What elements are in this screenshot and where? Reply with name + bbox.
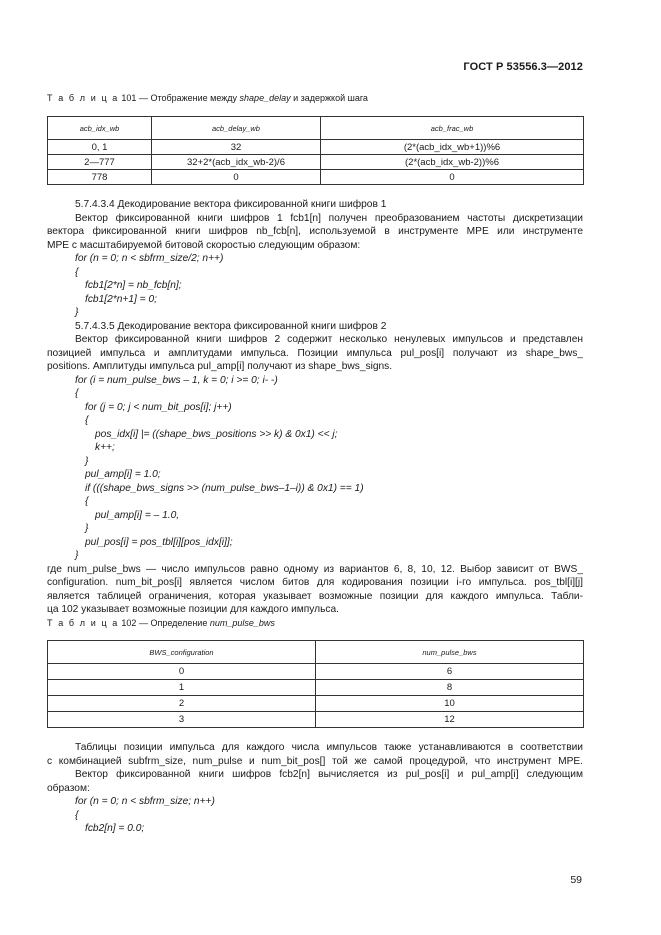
code-line: for (i = num_pulse_bws – 1, k = 0; i >= 0; i- -)	[75, 374, 278, 386]
code-line: }	[85, 523, 89, 534]
table-row	[48, 140, 584, 155]
table-cell: 1	[48, 680, 316, 696]
paragraph-line: является таблицей ограничения, которая указывает возможные позиции для каждого импульса. Табли-	[47, 590, 583, 602]
paragraph-line: где num_pulse_bws — число импульсов равно одному из вариантов 6, 8, 10, 12. Выбор зависит от BWS_	[47, 563, 583, 575]
code-line: pos_idx[i] |= ((shape_bws_positions >> k) & 0x1) << j;	[95, 428, 338, 440]
table-cell: 2—777	[48, 155, 152, 170]
table-101-caption	[47, 93, 368, 103]
caption-prefix: Т а б л и ц а	[47, 93, 119, 103]
code-line: }	[85, 455, 89, 467]
paragraph-line: configuration. num_bit_pos[i] является числом битов для кодирования позиции i-го импульса. pos_tbl[i][j]	[47, 577, 583, 588]
col-header: BWS_configuration	[48, 641, 316, 664]
table-cell: (2*(acb_idx_wb-2))%6	[321, 155, 584, 170]
code-line: }	[75, 550, 79, 561]
col-header: acb_frac_wb	[321, 117, 584, 140]
col-header: acb_delay_wb	[152, 117, 321, 140]
table-cell: 6	[316, 664, 584, 680]
caption-number: 102 — Определение	[121, 618, 208, 628]
paragraph-line: позицией импульса и амплитудами импульса. Позиции импульса pul_pos[i] получают из shape_bws_	[47, 347, 583, 359]
code-line: fcb1[2*n] = nb_fcb[n];	[85, 280, 182, 291]
table-102	[47, 640, 584, 728]
section-heading: 5.7.4.3.5 Декодирование вектора фиксированной книги шифров 2	[75, 320, 387, 332]
table-header-row	[48, 641, 584, 664]
table-102-caption	[47, 618, 275, 628]
code-line: fcb2[n] = 0.0;	[85, 823, 145, 834]
table-cell: 12	[316, 712, 584, 728]
body-text-2	[47, 741, 583, 836]
paragraph-line: MPE с масштабируемой битовой скоростью следующим образом:	[47, 239, 361, 251]
caption-var: shape_delay	[239, 93, 291, 103]
paragraph-line: positions. Амплитуды импульса pul_amp[i] получают из shape_bws_signs.	[47, 361, 393, 372]
table-cell: (2*(acb_idx_wb+1))%6	[321, 140, 584, 155]
table-cell: 0, 1	[48, 140, 152, 155]
code-line: pul_amp[i] = 1.0;	[85, 469, 161, 480]
table-cell: 778	[48, 170, 152, 185]
table-cell: 0	[321, 170, 584, 185]
code-line: }	[75, 307, 79, 318]
table-101	[47, 116, 584, 185]
table-row	[48, 712, 584, 728]
paragraph-line: вектора фиксированной книги шифров nb_fcb[n], используемой в инструменте MPE или инструменте	[47, 226, 583, 237]
table-row	[48, 696, 584, 712]
table-row	[48, 155, 584, 170]
table-cell: 3	[48, 712, 316, 728]
paragraph-line: образом:	[47, 782, 90, 794]
code-line: {	[75, 266, 79, 278]
paragraph-line: Таблицы позиции импульса для каждого числа импульсов также устанавливаются в соответствии	[75, 742, 583, 753]
col-header: num_pulse_bws	[316, 641, 584, 664]
paragraph-line: с комбинацией subfrm_size, num_pulse и num_bit_pos[] той же самой процедурой, что инструмент MPE.	[47, 755, 583, 767]
table-cell: 32+2*(acb_idx_wb-2)/6	[152, 155, 321, 170]
table-cell: 2	[48, 696, 316, 712]
section-heading: 5.7.4.3.4 Декодирование вектора фиксированной книги шифров 1	[75, 199, 387, 210]
caption-var: num_pulse_bws	[209, 618, 275, 628]
code-line: for (n = 0; n < sbfrm_size/2; n++)	[75, 253, 224, 264]
table-cell: 10	[316, 696, 584, 712]
caption-rest: и задержкой шага	[293, 93, 368, 103]
table-header-row	[48, 117, 584, 140]
code-line: {	[85, 496, 89, 507]
code-line: fcb1[2*n+1] = 0;	[85, 293, 157, 305]
table-cell: 0	[48, 664, 316, 680]
code-line: for (j = 0; j < num_bit_pos[i]; j++)	[85, 401, 232, 413]
code-line: for (n = 0; n < sbfrm_size; n++)	[75, 796, 215, 807]
code-line: {	[75, 388, 79, 399]
paragraph-line: ца 102 указывает возможные позиции для каждого импульса.	[47, 604, 339, 615]
caption-prefix: Т а б л и ц а	[47, 618, 119, 628]
table-row	[48, 680, 584, 696]
paragraph-line: Вектор фиксированной книги шифров fcb2[n] вычисляется из pul_pos[i] и pul_amp[i] следующим	[75, 769, 583, 780]
code-line: {	[75, 809, 79, 821]
code-line: k++;	[95, 442, 115, 453]
col-header: acb_idx_wb	[48, 117, 152, 140]
code-line: {	[85, 415, 89, 426]
table-row	[48, 664, 584, 680]
table-cell: 32	[152, 140, 321, 155]
paragraph-line: Вектор фиксированной книги шифров 1 fcb1[n] получен преобразованием частоты дискретизации	[75, 212, 583, 224]
table-cell: 0	[152, 170, 321, 185]
paragraph-line: Вектор фиксированной книги шифров 2 содержит несколько ненулевых импульсов и представлен	[75, 334, 583, 345]
code-line: if (((shape_bws_signs >> (num_pulse_bws–1–i)) & 0x1) == 1)	[85, 482, 364, 494]
table-cell: 8	[316, 680, 584, 696]
page-number: 59	[570, 874, 582, 886]
code-line: pul_pos[i] = pos_tbl[i][pos_idx[i]];	[85, 536, 233, 548]
table-row	[48, 170, 584, 185]
caption-number: 101 — Отображение между	[121, 93, 238, 103]
code-line: pul_amp[i] = – 1.0,	[95, 509, 180, 521]
standard-header: ГОСТ Р 53556.3—2012	[463, 61, 583, 73]
body-text-1	[47, 198, 583, 617]
